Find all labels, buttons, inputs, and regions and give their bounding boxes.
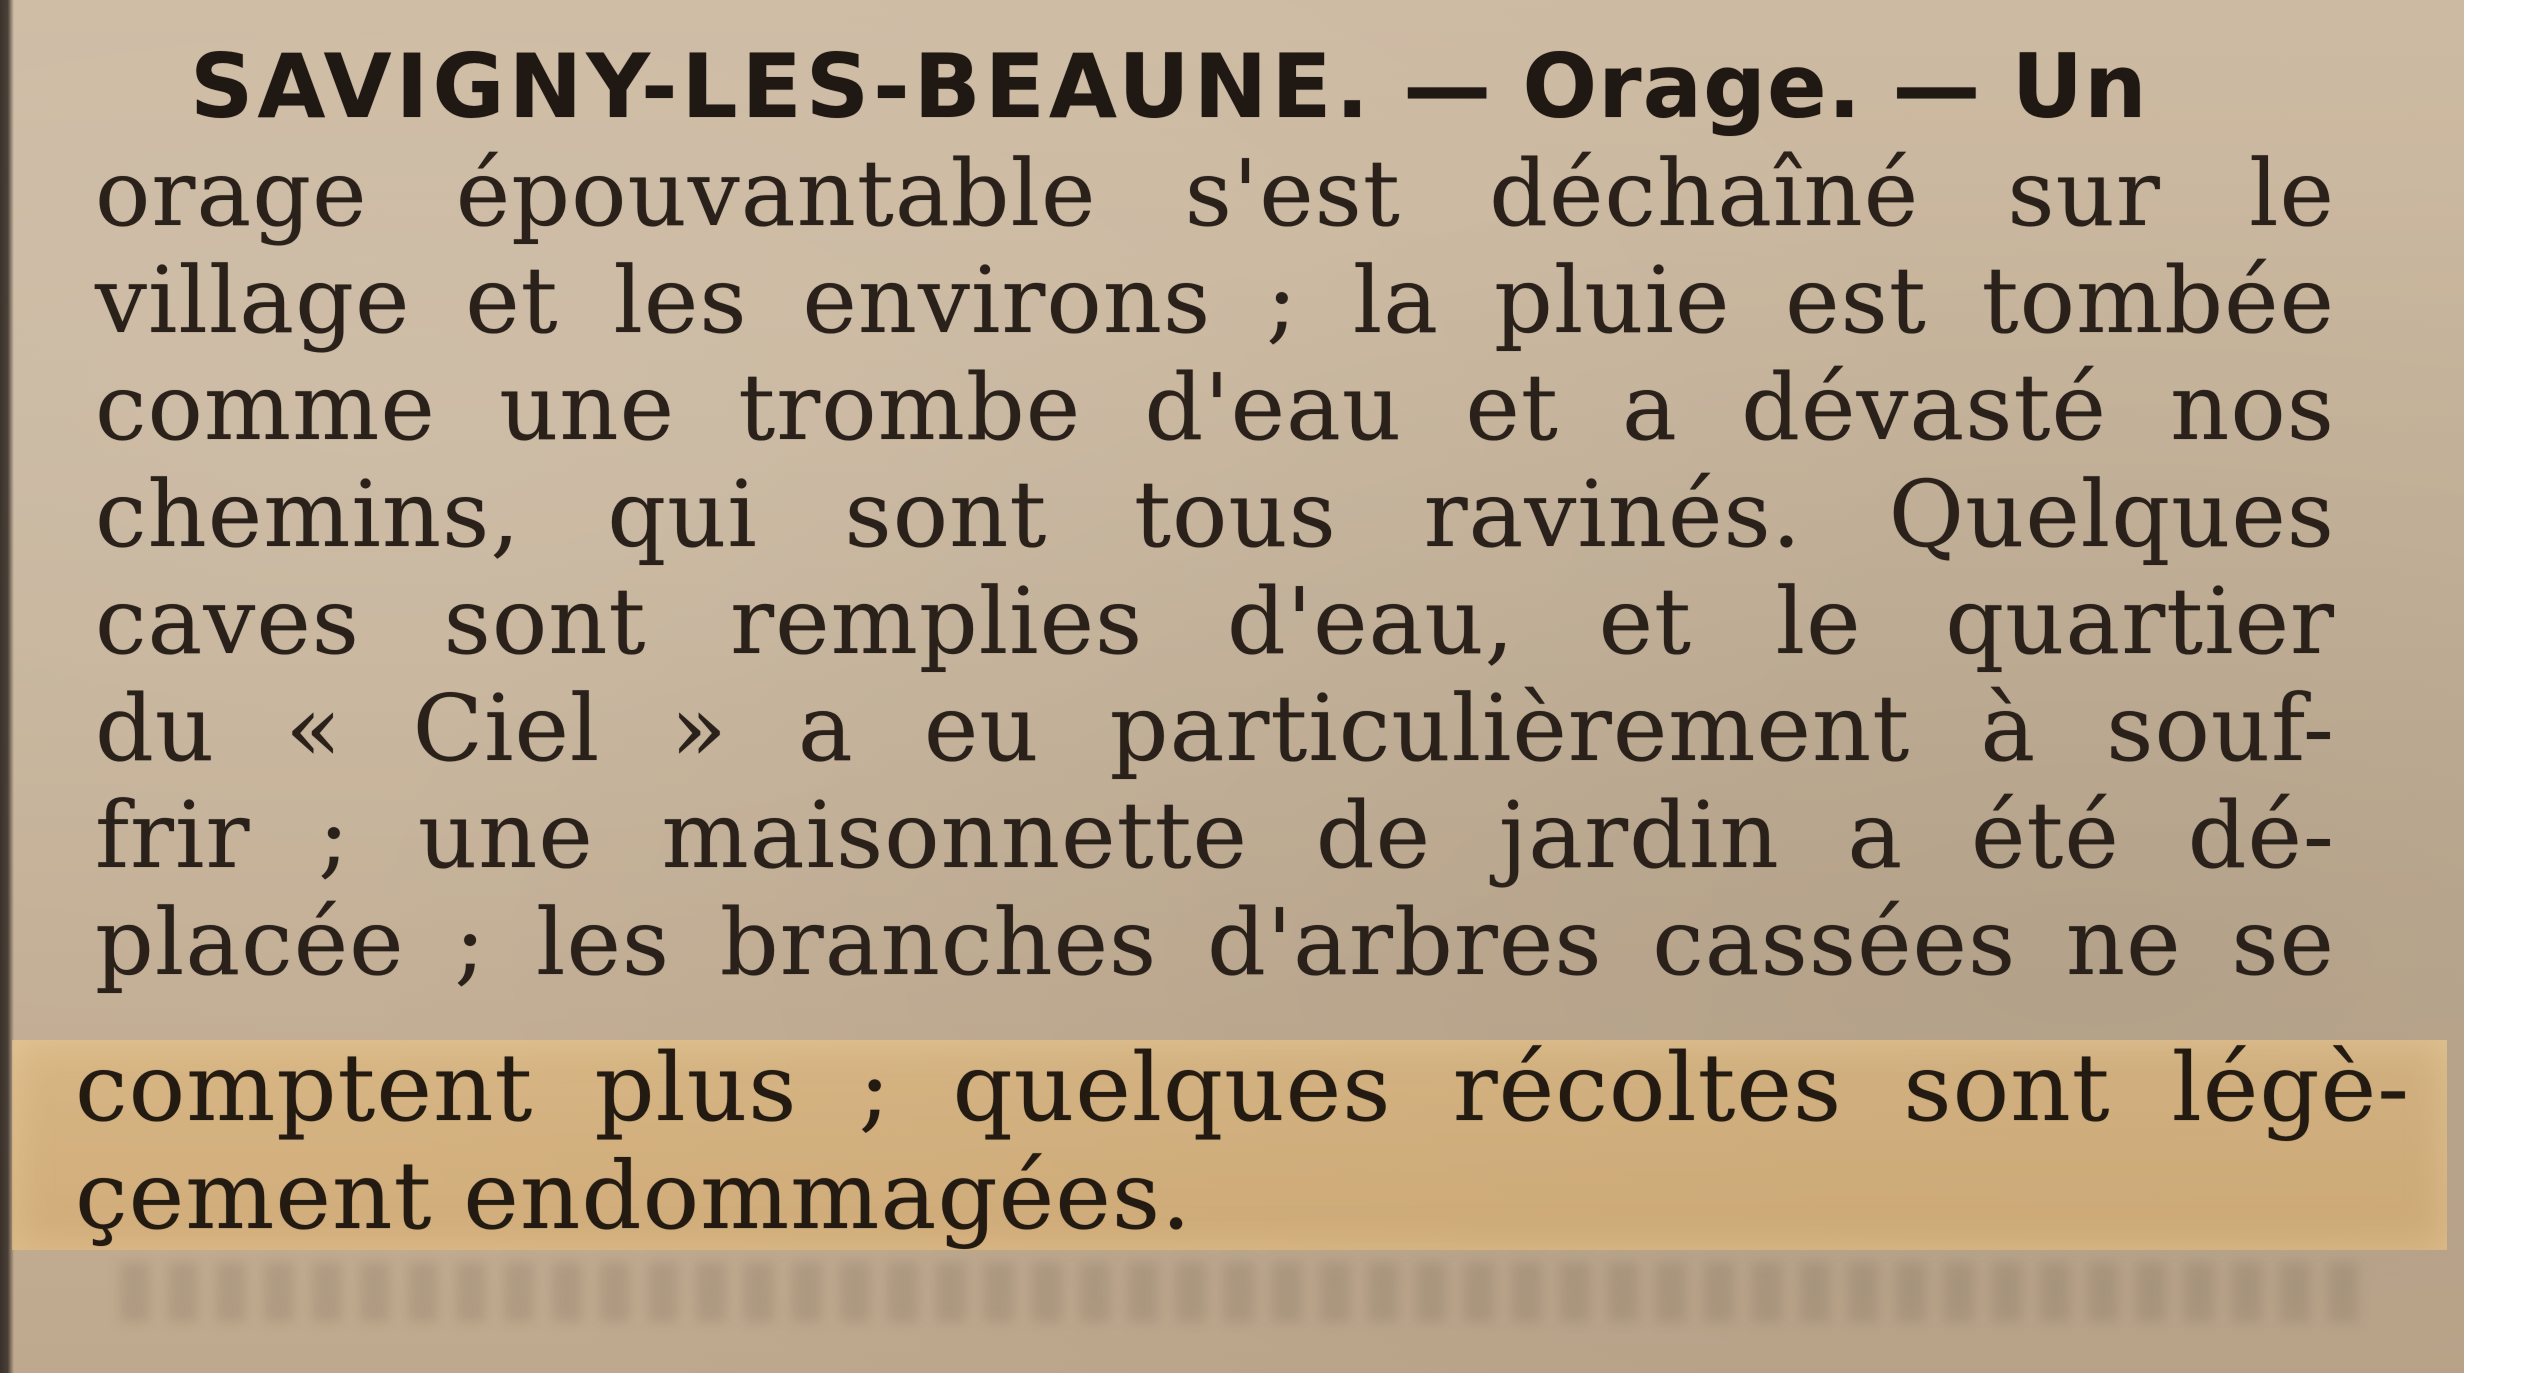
article-line-1: orage épouvantable s'est déchaîné sur le <box>95 140 2335 247</box>
dash-separator-2: — <box>1892 35 1982 138</box>
highlighted-line-2: çement endommagées. <box>75 1142 1193 1251</box>
article-line-5: caves sont remplies d'eau, et le quartier <box>95 568 2335 675</box>
article-topic: Orage. <box>1522 35 1863 138</box>
faded-next-line <box>120 1262 2370 1322</box>
article-line-7: frir ; une maisonnette de jardin a été dé- <box>95 782 2335 889</box>
article-first-line <box>95 32 2335 140</box>
article-line-4: chemins, qui sont tous ravinés. Quelques <box>95 461 2335 568</box>
article-line-6: du « Ciel » a eu particulièrement à souf- <box>95 675 2335 782</box>
highlighted-text-block <box>75 1035 2410 1251</box>
blank-margin <box>2464 0 2541 1373</box>
article-line-2: village et les environs ; la pluie est tombée <box>95 247 2335 354</box>
article-lead-word: Un <box>2011 35 2148 138</box>
article-location: SAVIGNY-LES-BEAUNE. <box>190 35 1373 138</box>
dash-separator: — <box>1403 35 1493 138</box>
article-line-8: placée ; les branches d'arbres cassées ne se <box>95 889 2335 996</box>
news-article <box>95 32 2335 1012</box>
highlighted-line-1: comptent plus ; quelques récoltes sont légè- <box>75 1034 2410 1143</box>
article-line-3: comme une trombe d'eau et a dévasté nos <box>95 354 2335 461</box>
